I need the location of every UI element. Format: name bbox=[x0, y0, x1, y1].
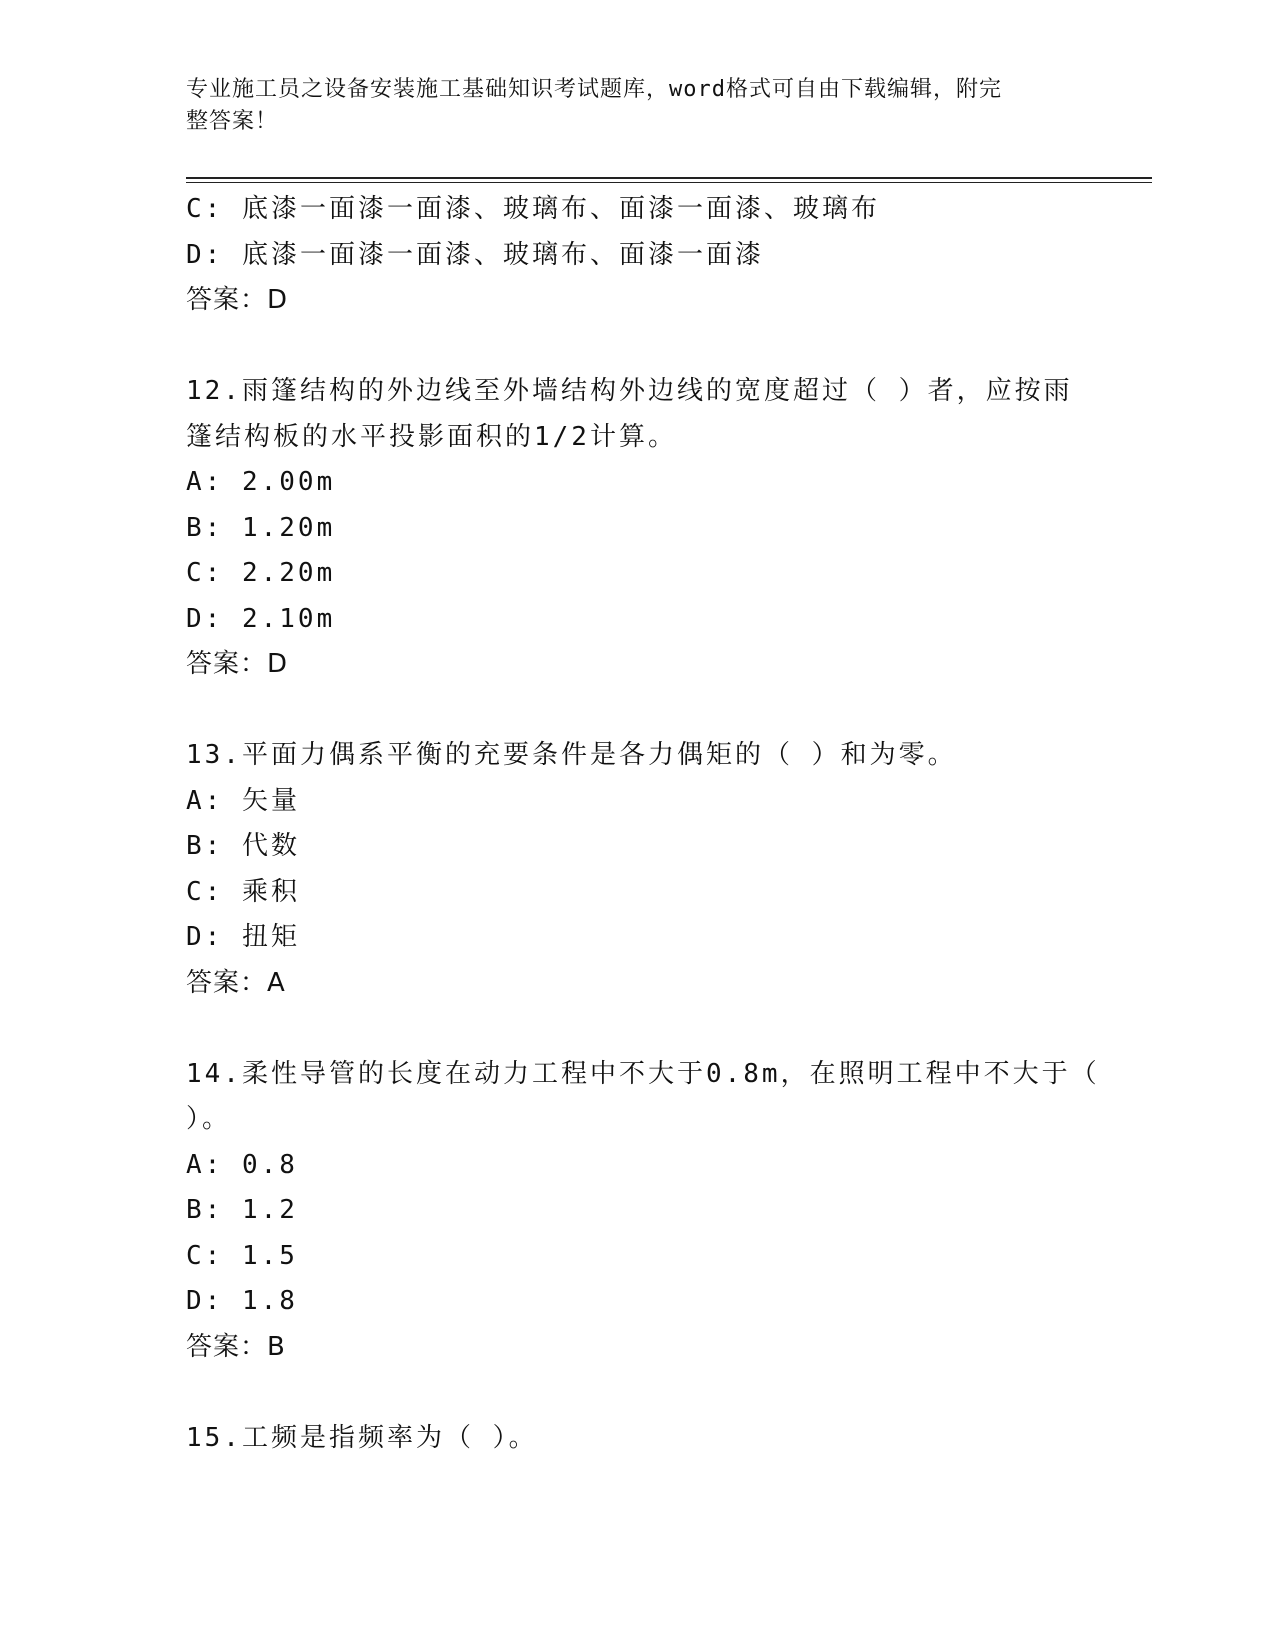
q12-option-d: D: 2.10m bbox=[186, 603, 336, 634]
question-12 bbox=[186, 369, 1086, 688]
q12-option-c: C: 2.20m bbox=[186, 558, 336, 588]
header-line-1: 专业施工员之设备安装施工基础知识考试题库，word格式可自由下载编辑，附完 bbox=[186, 77, 1002, 102]
header-divider-thin bbox=[186, 182, 1152, 183]
q14-option-a: A: 0.8 bbox=[186, 1149, 298, 1180]
q12-option-b: B: 1.20m bbox=[186, 512, 336, 543]
q13-option-b: B: 代数 bbox=[186, 831, 300, 861]
q12-stem-line-2: 篷结构板的水平投影面积的1/2计算。 bbox=[186, 421, 677, 452]
q15-stem: 15.工频是指频率为（ ）。 bbox=[186, 1422, 538, 1453]
spacer bbox=[186, 688, 1086, 734]
q12-stem-line-1: 12.雨篷结构的外边线至外墙结构外边线的宽度超过（ ）者，应按雨 bbox=[186, 376, 1073, 406]
q12-answer: 答案：D bbox=[186, 649, 289, 679]
q13-answer: 答案：A bbox=[186, 967, 286, 998]
q11-option-d: D: 底漆一面漆一面漆、玻璃布、面漆一面漆 bbox=[186, 239, 764, 270]
q13-option-a: A: 矢量 bbox=[186, 785, 300, 816]
q11-answer: 答案：D bbox=[186, 285, 289, 315]
question-content bbox=[186, 187, 1100, 1461]
question-13 bbox=[186, 733, 1086, 1006]
header-line-2: 整答案！ bbox=[186, 109, 279, 134]
q12-option-a: A: 2.00m bbox=[186, 467, 336, 497]
header-divider-thick bbox=[186, 177, 1152, 179]
q13-stem: 13.平面力偶系平衡的充要条件是各力偶矩的（ ）和为零。 bbox=[186, 740, 957, 770]
spacer bbox=[186, 324, 1086, 370]
q11-option-c: C: 底漆一面漆一面漆、玻璃布、面漆一面漆、玻璃布 bbox=[186, 194, 880, 224]
question-14 bbox=[186, 1052, 1100, 1371]
q14-option-c: C: 1.5 bbox=[186, 1240, 298, 1271]
spacer bbox=[186, 1006, 1086, 1052]
q13-option-c: C: 乘积 bbox=[186, 876, 300, 907]
q14-answer: 答案：B bbox=[186, 1331, 286, 1362]
question-11 bbox=[186, 187, 1086, 324]
document-header bbox=[186, 74, 1066, 138]
question-15 bbox=[186, 1416, 1086, 1462]
q14-stem-line-1: 14.柔性导管的长度在动力工程中不大于0.8m，在照明工程中不大于（ bbox=[186, 1058, 1100, 1089]
q14-option-d: D: 1.8 bbox=[186, 1286, 298, 1316]
q14-stem-line-2: ）。 bbox=[186, 1104, 232, 1134]
spacer bbox=[186, 1370, 1086, 1416]
q14-option-b: B: 1.2 bbox=[186, 1195, 298, 1225]
q13-option-d: D: 扭矩 bbox=[186, 922, 300, 952]
